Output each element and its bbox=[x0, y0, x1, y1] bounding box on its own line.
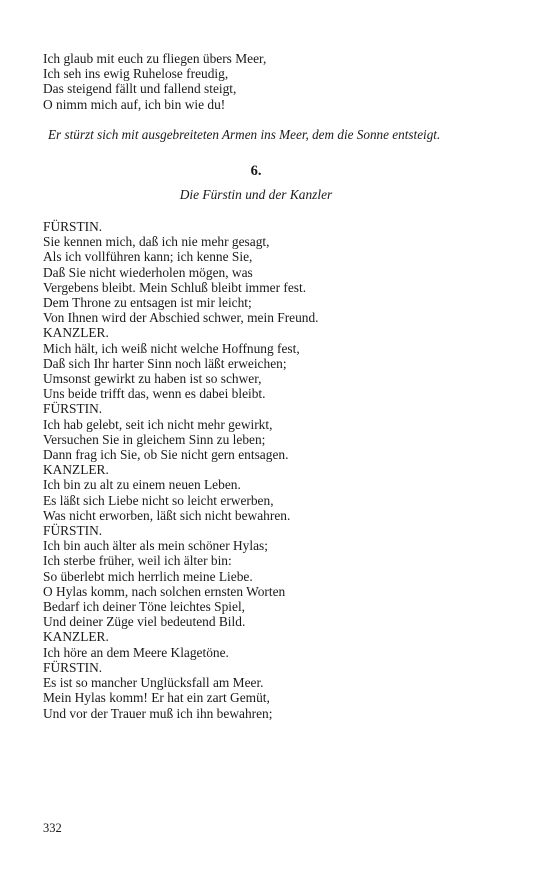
speaker-label: KANZLER. bbox=[43, 462, 109, 478]
verse-line: Ich hab gelebt, seit ich nicht mehr gewirkt, bbox=[43, 416, 273, 432]
verse-line: Ich bin zu alt zu einem neuen Leben. bbox=[43, 477, 241, 493]
verse-line: So überlebt mich herrlich meine Liebe. bbox=[43, 568, 253, 584]
stage-direction: Er stürzt sich mit ausgebreiteten Armen ins Meer, dem die Sonne entsteigt. bbox=[48, 127, 441, 142]
speaker-label: FÜRSTIN. bbox=[43, 523, 103, 539]
verse-line: Ich sterbe früher, weil ich älter bin: bbox=[43, 553, 232, 569]
verse-line: Es ist so mancher Unglücksfall am Meer. bbox=[43, 675, 264, 691]
section-number: 6. bbox=[250, 163, 262, 179]
verse-line: Vergebens bleibt. Mein Schluß bleibt immer fest. bbox=[43, 279, 307, 295]
verse-line: Mein Hylas komm! Er hat ein zart Gemüt, bbox=[43, 690, 270, 706]
verse-line: Als ich vollführen kann; ich kenne Sie, bbox=[43, 249, 253, 265]
verse-line: Und deiner Züge viel bedeutend Bild. bbox=[43, 614, 246, 630]
verse-line: Uns beide trifft das, wenn es dabei bleibt. bbox=[43, 386, 266, 402]
verse-line: Es läßt sich Liebe nicht so leicht erwerben, bbox=[43, 492, 274, 508]
speaker-label: KANZLER. bbox=[43, 325, 109, 341]
speaker-label: FÜRSTIN. bbox=[43, 219, 103, 234]
verse-line: Von Ihnen wird der Abschied schwer, mein Freund. bbox=[43, 310, 319, 326]
verse-line: Dann frag ich Sie, ob Sie nicht gern entsagen. bbox=[43, 447, 289, 463]
verse-line: Und vor der Trauer muß ich ihn bewahren; bbox=[43, 705, 273, 721]
page-number: 332 bbox=[43, 821, 62, 835]
verse-line: Mich hält, ich weiß nicht welche Hoffnung fest, bbox=[43, 340, 300, 356]
verse-line: Versuchen Sie in gleichem Sinn zu leben; bbox=[43, 431, 266, 447]
verse-line: Was nicht erworben, läßt sich nicht bewahren. bbox=[43, 507, 291, 523]
verse-line: Ich glaub mit euch zu fliegen übers Meer, bbox=[43, 51, 267, 66]
verse-line: Umsonst gewirkt zu haben ist so schwer, bbox=[43, 371, 262, 387]
speaker-label: KANZLER. bbox=[43, 629, 109, 645]
speaker-label: FÜRSTIN. bbox=[43, 659, 103, 675]
verse-line: Daß sich Ihr harter Sinn noch läßt erweichen; bbox=[43, 355, 287, 371]
verse-line: Ich bin auch älter als mein schöner Hylas; bbox=[43, 538, 268, 554]
verse-line: Daß Sie nicht wiederholen mögen, was bbox=[43, 264, 253, 280]
verse-line: O Hylas komm, nach solchen ernsten Worten bbox=[43, 583, 286, 599]
verse-line: O nimm mich auf, ich bin wie du! bbox=[43, 96, 226, 112]
opening-verses bbox=[43, 51, 513, 112]
verse-line: Ich seh ins ewig Ruhelose freudig, bbox=[43, 66, 229, 82]
verse-line: Dem Throne zu entsagen ist mir leicht; bbox=[43, 295, 252, 311]
verse-line: Das steigend fällt und fallend steigt, bbox=[43, 81, 237, 97]
verse-line: Ich höre an dem Meere Klagetöne. bbox=[43, 644, 229, 660]
speaker-label: FÜRSTIN. bbox=[43, 401, 103, 417]
section-title: Die Fürstin und der Kanzler bbox=[179, 187, 333, 202]
dialogue bbox=[43, 219, 513, 721]
verse-line: Sie kennen mich, daß ich nie mehr gesagt, bbox=[43, 234, 270, 250]
verse-line: Bedarf ich deiner Töne leichtes Spiel, bbox=[43, 599, 246, 615]
